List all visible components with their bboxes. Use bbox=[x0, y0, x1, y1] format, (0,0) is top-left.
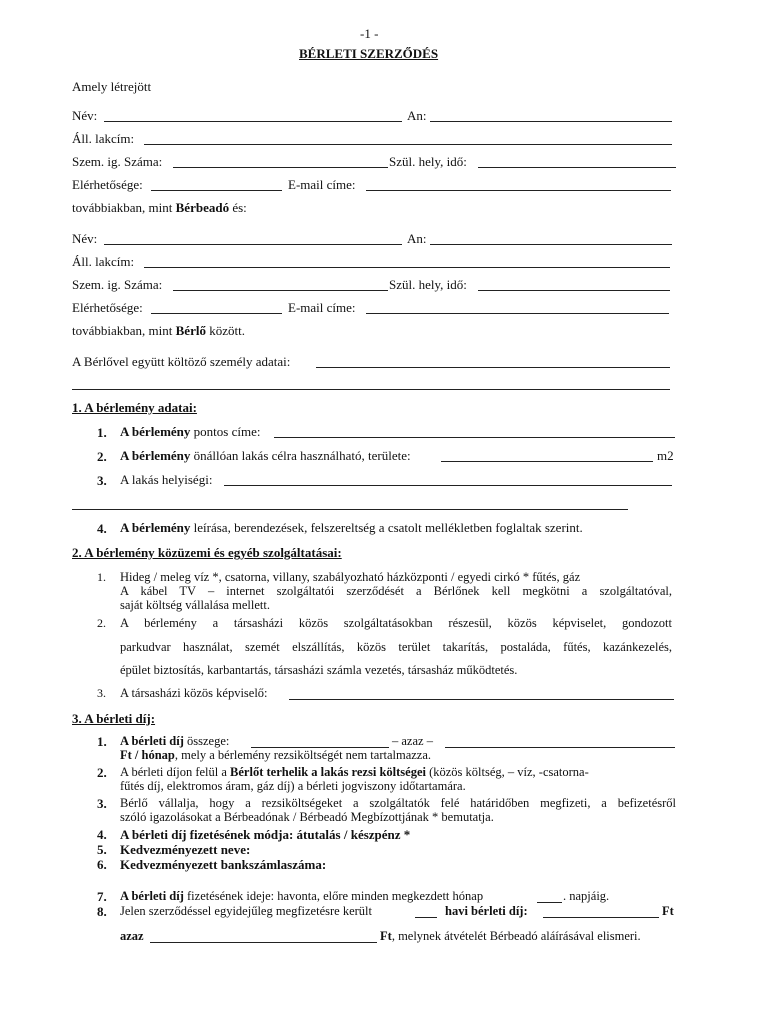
s3-item-2-number: 2. bbox=[97, 765, 107, 780]
s1-rooms-field-1[interactable] bbox=[224, 485, 672, 486]
landlord-email-label: E-mail címe: bbox=[288, 177, 356, 192]
s2-item-1-line-2: A kábel TV – internet szolgáltatói szerződését a Bérlőnek kell megkötni a szolgáltatóval, bbox=[120, 584, 672, 598]
s1-item-3-number: 3. bbox=[97, 473, 107, 488]
landlord-address-field[interactable] bbox=[144, 144, 672, 145]
s3-rent-words-field[interactable] bbox=[445, 747, 675, 748]
s3-beneficiary-account-label: Kedvezményezett bankszámlaszáma: bbox=[120, 857, 327, 872]
s3-item-7-number: 7. bbox=[97, 889, 107, 904]
landlord-mother-field[interactable] bbox=[430, 121, 672, 122]
s3-item-2-line-1: A bérleti díjon felül a Bérlőt terhelik a lakás rezsi költségei (közös költség, – víz, -csatorna- bbox=[120, 765, 589, 779]
s2-item-3-text: A társasházi közös képviselő: bbox=[120, 686, 268, 700]
s3-paid-words-field[interactable] bbox=[150, 942, 377, 943]
s3-payment-method: A bérleti díj fizetésének módja: átutalás / készpénz * bbox=[120, 827, 411, 842]
s3-item-8-number: 8. bbox=[97, 904, 107, 919]
landlord-birth-field[interactable] bbox=[478, 167, 676, 168]
landlord-contact-field[interactable] bbox=[151, 190, 282, 191]
s3-item-4-number: 4. bbox=[97, 827, 107, 842]
s3-item-8-line-2: Ft, melynek átvételét Bérbeadó aláírásával elismeri. bbox=[380, 929, 641, 943]
s2-item-2-line-2: parkudvar használat, szemét elszállítás, közös terület takarítás, postaláda, fűtés, kazánkezelés, bbox=[120, 640, 672, 654]
tenant-email-field[interactable] bbox=[366, 313, 669, 314]
landlord-email-field[interactable] bbox=[366, 190, 671, 191]
s1-address-field[interactable] bbox=[274, 437, 675, 438]
s2-item-2-number: 2. bbox=[97, 616, 106, 630]
s3-item-1-text: A bérleti díj összege: bbox=[120, 734, 230, 748]
s3-beneficiary-name-label: Kedvezményezett neve: bbox=[120, 842, 251, 857]
page-number: -1 - bbox=[360, 26, 379, 41]
s3-item-8-ft: Ft bbox=[662, 904, 674, 918]
s3-item-7-suffix: . napjáig. bbox=[563, 889, 610, 903]
co-tenants-label: A Bérlővel együtt költöző személy adatai: bbox=[72, 354, 291, 369]
landlord-name-field[interactable] bbox=[104, 121, 402, 122]
s2-item-3-number: 3. bbox=[97, 686, 106, 700]
s3-item-3-number: 3. bbox=[97, 796, 107, 811]
s3-item-1-number: 1. bbox=[97, 734, 107, 749]
s1-area-field[interactable] bbox=[441, 461, 653, 462]
s3-item-5-number: 5. bbox=[97, 842, 107, 857]
landlord-birth-label: Szül. hely, idő: bbox=[389, 154, 467, 169]
s3-item-8-azaz: azaz bbox=[120, 929, 144, 943]
tenant-name-label: Név: bbox=[72, 231, 98, 246]
landlord-role-line: továbbiakban, mint Bérbeadó és: bbox=[72, 200, 247, 215]
s2-item-2-line-3: épület biztosítás, karbantartás, társasházi számla vezetés, társasház működtetés. bbox=[120, 663, 518, 677]
s3-item-8-monthly-label: havi bérleti díj: bbox=[445, 904, 528, 918]
landlord-id-field[interactable] bbox=[173, 167, 388, 168]
s1-item-4-number: 4. bbox=[97, 521, 107, 536]
tenant-address-field[interactable] bbox=[144, 267, 670, 268]
page-title: BÉRLETI SZERZŐDÉS bbox=[299, 46, 439, 61]
tenant-id-field[interactable] bbox=[173, 290, 388, 291]
s3-item-2-line-2: fűtés díj, elektromos áram, gáz díj) a bérleti jogviszony időtartamára. bbox=[120, 779, 466, 793]
tenant-birth-field[interactable] bbox=[478, 290, 670, 291]
co-tenants-field-2[interactable] bbox=[72, 389, 670, 390]
s3-item-1-line-2: Ft / hónap, mely a bérlemény rezsiköltségét nem tartalmazza. bbox=[120, 748, 432, 762]
s1-item-1-text: A bérlemény pontos címe: bbox=[120, 424, 261, 439]
landlord-name-label: Név: bbox=[72, 108, 98, 123]
tenant-id-label: Szem. ig. Száma: bbox=[72, 277, 163, 292]
s1-item-3-text: A lakás helyiségi: bbox=[120, 472, 213, 487]
tenant-contact-field[interactable] bbox=[151, 313, 282, 314]
landlord-id-label: Szem. ig. Száma: bbox=[72, 154, 163, 169]
s1-rooms-field-2[interactable] bbox=[72, 509, 628, 510]
s2-item-1-line-1: Hideg / meleg víz *, csatorna, villany, szabályozható házközponti / egyedi cirkó * fűtés, gáz bbox=[120, 570, 581, 584]
s2-item-1-number: 1. bbox=[97, 570, 106, 584]
s1-item-4-text: A bérlemény leírása, berendezések, felszereltség a csatolt mellékletben foglaltak szerint. bbox=[120, 520, 583, 535]
tenant-mother-field[interactable] bbox=[430, 244, 672, 245]
s3-item-3-line-1: Bérlő vállalja, hogy a rezsiköltségeket a szolgáltatók felé határidőben megfizeti, a befizetésről bbox=[120, 796, 676, 810]
tenant-contact-label: Elérhetősége: bbox=[72, 300, 143, 315]
s3-item-7-text: A bérleti díj fizetésének ideje: havonta, előre minden megkezdett hónap bbox=[120, 889, 484, 903]
tenant-birth-label: Szül. hely, idő: bbox=[389, 277, 467, 292]
landlord-address-label: Áll. lakcím: bbox=[72, 131, 135, 146]
s2-item-2-line-1: A bérlemény a társasházi közös szolgáltatásokban részesül, közös képviselet, gondozott bbox=[120, 616, 672, 630]
s3-item-8-line-1: Jelen szerződéssel egyidejűleg megfizetésre került bbox=[120, 904, 372, 918]
landlord-mother-label: An: bbox=[407, 108, 427, 123]
s3-paid-amount-field[interactable] bbox=[543, 917, 659, 918]
tenant-email-label: E-mail címe: bbox=[288, 300, 356, 315]
s1-item-2-text: A bérlemény önállóan lakás célra használható, területe: bbox=[120, 448, 411, 463]
s3-rent-azaz: – azaz – bbox=[392, 734, 433, 748]
s1-area-unit: m2 bbox=[657, 448, 674, 463]
s3-paid-months-field[interactable] bbox=[415, 917, 437, 918]
intro-text: Amely létrejött bbox=[72, 79, 152, 94]
tenant-role-line: továbbiakban, mint Bérlő között. bbox=[72, 323, 245, 338]
landlord-contact-label: Elérhetősége: bbox=[72, 177, 143, 192]
s1-item-2-number: 2. bbox=[97, 449, 107, 464]
tenant-name-field[interactable] bbox=[104, 244, 402, 245]
s2-item-1-line-3: saját költség vállalása mellett. bbox=[120, 598, 270, 612]
tenant-mother-label: An: bbox=[407, 231, 427, 246]
s1-item-1-number: 1. bbox=[97, 425, 107, 440]
s3-item-3-line-2: szóló igazolásokat a Bérbeadónak / Bérbeadó Megbízottjának * bemutatja. bbox=[120, 810, 494, 824]
tenant-address-label: Áll. lakcím: bbox=[72, 254, 135, 269]
s3-payment-day-field[interactable] bbox=[537, 902, 562, 903]
co-tenants-field-1[interactable] bbox=[316, 367, 670, 368]
section-1-title: 1. A bérlemény adatai: bbox=[72, 400, 197, 415]
s3-item-6-number: 6. bbox=[97, 857, 107, 872]
section-2-title: 2. A bérlemény közüzemi és egyéb szolgáltatásai: bbox=[72, 545, 342, 560]
section-3-title: 3. A bérleti díj: bbox=[72, 711, 156, 726]
s2-rep-field[interactable] bbox=[289, 699, 674, 700]
